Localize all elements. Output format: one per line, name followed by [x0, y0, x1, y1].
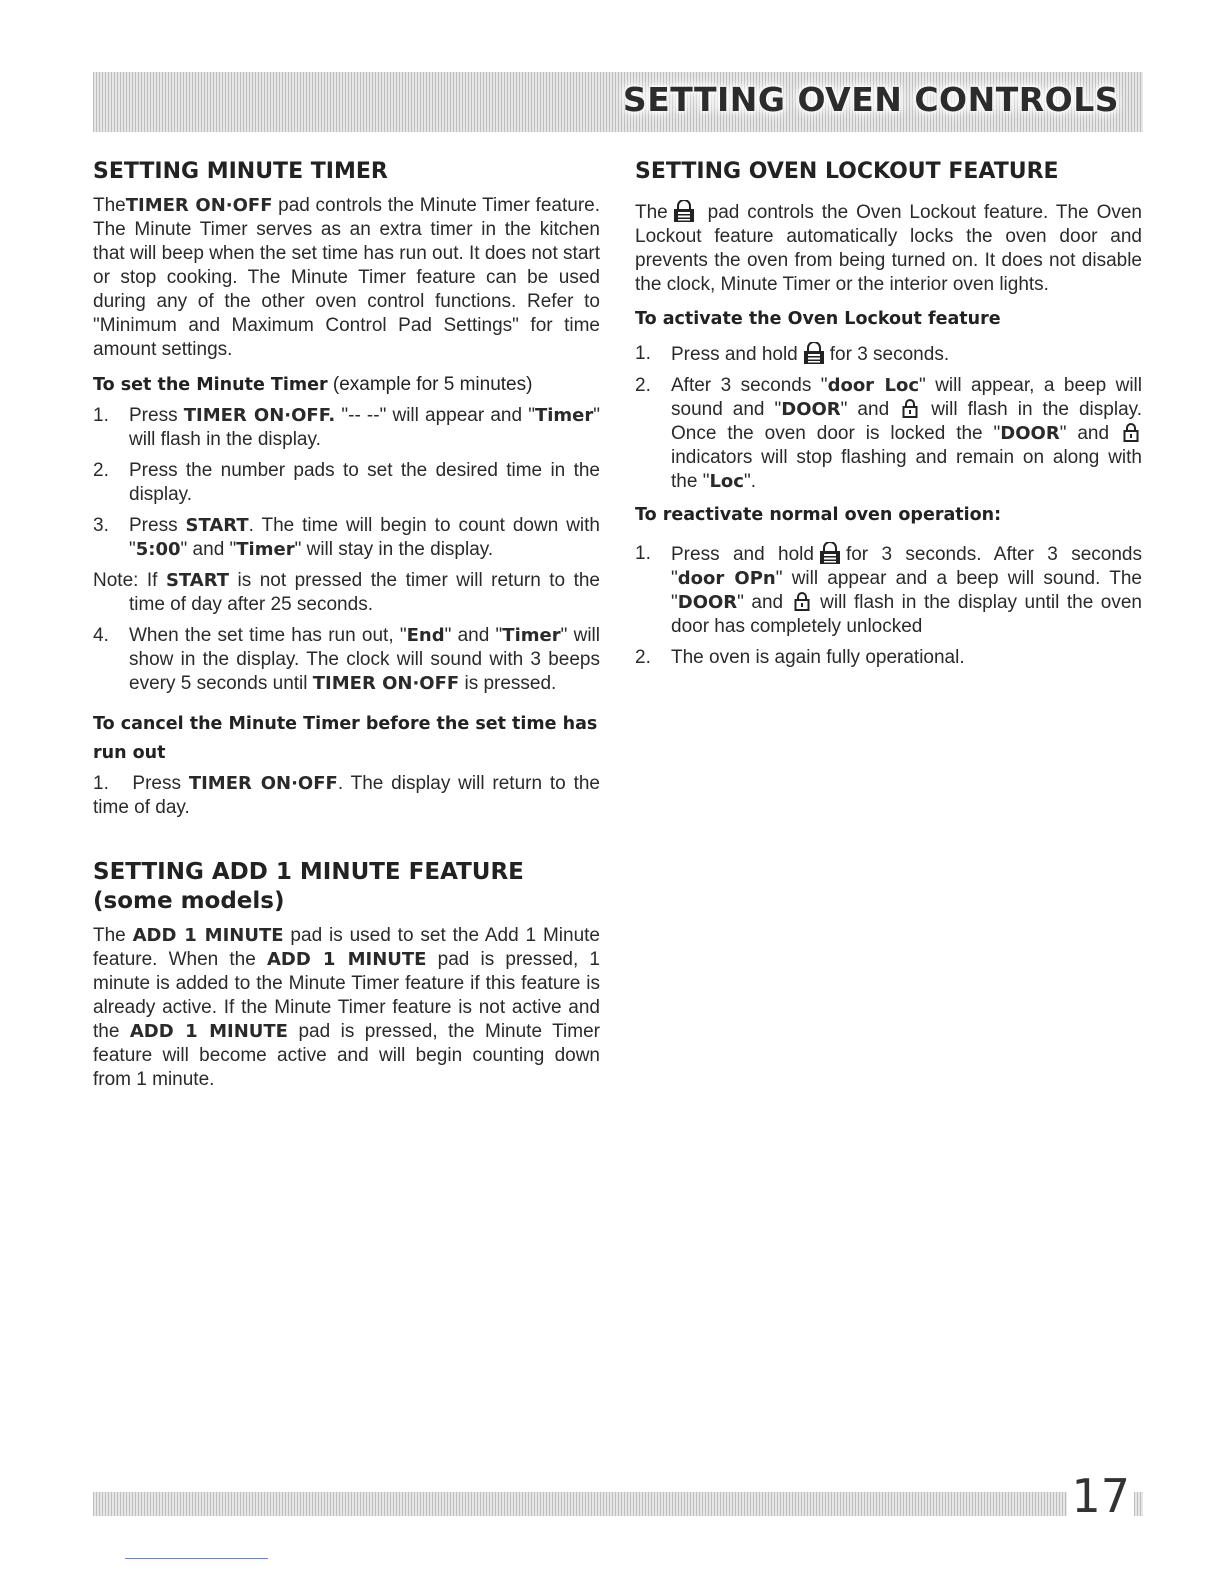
lock-pad-icon — [818, 542, 842, 564]
lock-indicator-icon — [1123, 422, 1139, 442]
lockout-intro: The pad controls the Oven Lockout feature. The Oven Lockout feature automatically locks the oven door and prevents the oven from being turned on. It does not disable the clock, Minute Timer or the interior oven lights. — [635, 202, 1142, 295]
list-item: 1. Press TIMER ON·OFF. "-- --" will appear and "Timer" will flash in the display. — [93, 405, 600, 450]
list-item: 2. Press the number pads to set the desired time in the display. — [93, 460, 600, 505]
lockout-heading: SETTING OVEN LOCKOUT FEATURE — [635, 159, 1059, 184]
list-item: 1. Press and hold for 3 seconds. — [635, 343, 950, 365]
add-minute-paragraph: The ADD 1 MINUTE pad is used to set the Add 1 Minute feature. When the ADD 1 MINUTE pad is pressed, 1 minute is added to the Minute Timer feature if this feature is already active. If the Minute Timer feature is not active and the ADD 1 MINUTE pad is pressed, the Minute Timer feature will become active and will begin counting down from 1 minute. — [93, 925, 600, 1090]
minute-timer-heading: SETTING MINUTE TIMER — [93, 159, 388, 184]
lock-pad-icon — [672, 200, 696, 222]
list-item: 2. After 3 seconds "door Loc" will appear, a beep will sound and "DOOR" and will flash in the display. Once the oven door is locked the "DOOR" and indicators will stop flashing and remain on along with the "Loc". — [635, 375, 1143, 492]
page-title: SETTING OVEN CONTROLS — [622, 80, 1119, 119]
lock-pad-icon — [802, 342, 826, 364]
cancel-timer-step: 1. Press TIMER ON·OFF. The display will return to the time of day. — [93, 773, 600, 818]
minute-timer-intro: TheTIMER ON·OFF pad controls the Minute Timer feature. The Minute Timer serves as an extra timer in the kitchen that will beep when the set time has run out. It does not start or stop cooking. The Minute Timer feature can be used during any of the other oven control functions. Refer to "Minimum and Maximum Control Pad Settings" for time amount settings. — [93, 195, 600, 360]
header-banner — [93, 72, 1143, 132]
list-item: 1. Press and hold for 3 seconds. After 3 seconds "door OPn" will appear and a beep will sound. The "DOOR" and will flash in the display until the oven door has completely unlocked — [635, 543, 1142, 637]
footer-bar — [93, 1492, 1143, 1516]
set-timer-subheading: To set the Minute Timer (example for 5 minutes) — [93, 374, 533, 395]
page-number: 17 — [1067, 1470, 1134, 1522]
cancel-timer-subheading: To cancel the Minute Timer before the set time has run out — [93, 714, 598, 763]
bottom-rule — [125, 1558, 268, 1559]
activate-lockout-subheading: To activate the Oven Lockout feature — [635, 309, 1001, 329]
reactivate-subheading: To reactivate normal oven operation: — [635, 505, 1002, 525]
list-item: 2. The oven is again fully operational. — [635, 647, 965, 668]
add-minute-heading: SETTING ADD 1 MINUTE FEATURE (some models) — [93, 859, 524, 914]
left-column — [93, 158, 600, 1092]
right-column — [635, 158, 1142, 677]
timer-note: Note: If START is not pressed the timer will return to the time of day after 25 seconds. — [93, 570, 600, 615]
lock-indicator-icon — [794, 591, 810, 611]
list-item: 3. Press START. The time will begin to count down with "5:00" and "Timer" will stay in the display. — [93, 515, 600, 560]
list-item: 4. When the set time has run out, "End" and "Timer" will show in the display. The clock will sound with 3 beeps every 5 seconds until TIMER ON·OFF is pressed. — [93, 625, 600, 694]
lock-indicator-icon — [902, 398, 918, 418]
